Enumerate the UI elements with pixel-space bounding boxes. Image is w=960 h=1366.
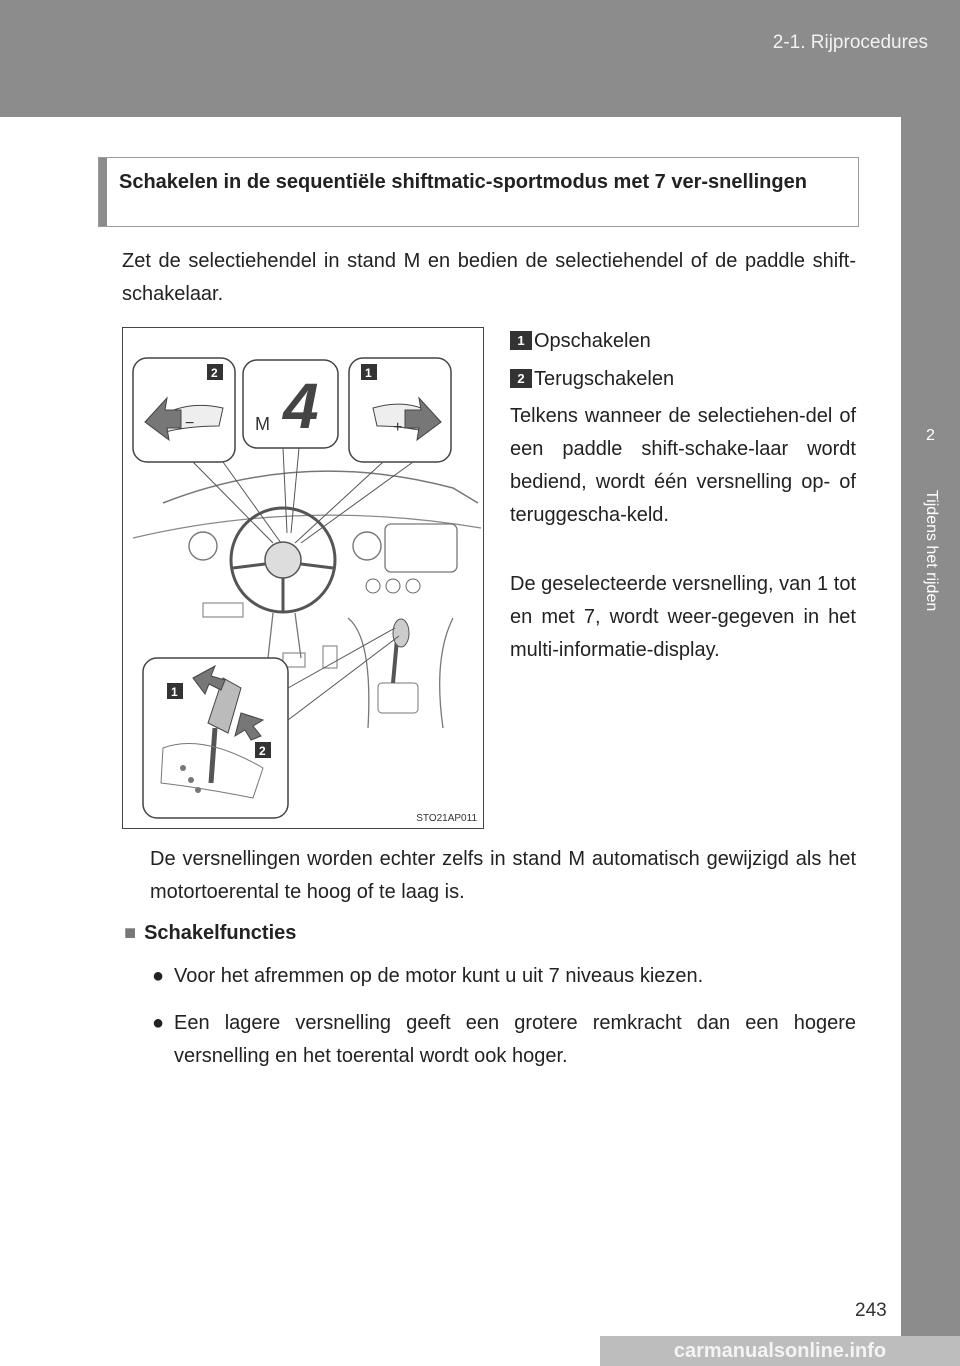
plus-label: + [393, 419, 403, 436]
legend-badge: 1 [510, 331, 532, 350]
square-marker-icon: ■ [124, 922, 137, 944]
section-title-box [98, 157, 859, 227]
display-mode-letter: M [255, 414, 270, 434]
side-tab-lower [901, 487, 960, 1366]
header-band [0, 0, 960, 117]
shift-illustration [122, 327, 484, 829]
legend-item-upshift [510, 330, 651, 353]
section-title-bar [99, 158, 107, 226]
figure-code: STO21AP011 [416, 813, 477, 824]
list-item-text: Een lagere versnelling geeft een grotere remkracht dan een hogere versnelling en het toerental wordt ook hoger. [174, 1012, 856, 1067]
bullet-dot-icon: ● [152, 1012, 165, 1034]
list-item-text: Voor het afremmen op de motor kunt u uit 7 niveaus kiezen. [174, 965, 704, 987]
minus-label: − [185, 415, 195, 432]
svg-text:2: 2 [211, 366, 218, 380]
intro-paragraph: Zet de selectiehendel in stand M en bedien de selectiehendel of de paddle shift-schakelaar. [122, 250, 856, 305]
legend-label: Terugschakelen [534, 368, 675, 390]
list-item [150, 1007, 856, 1073]
legend-badge: 2 [510, 369, 532, 388]
subsection-heading [124, 922, 296, 945]
running-header: 2-1. Rijprocedures [772, 32, 928, 53]
section-title: Schakelen in de sequentiële shiftmatic-sportmodus met 7 ver-snellingen [119, 171, 807, 193]
page-number: 243 [855, 1300, 887, 1321]
svg-text:2: 2 [259, 744, 266, 758]
display-gear-digit: 4 [283, 370, 319, 442]
svg-text:1: 1 [365, 366, 372, 380]
watermark[interactable]: carmanualsonline.info [600, 1336, 960, 1366]
note-paragraph: De versnellingen worden echter zelfs in stand M automatisch gewijzigd als het motortoerental te hoog of te laag is. [150, 848, 856, 903]
right-paragraph-1: Telkens wanneer de selectiehen-del of een paddle shift-schake-laar wordt bediend, wordt één versnelling op- of teruggescha-keld. [510, 405, 856, 526]
side-tab-number: 2 [901, 417, 960, 487]
bullet-dot-icon: ● [152, 965, 165, 987]
subsection-title: Schakelfuncties [144, 922, 297, 944]
cockpit-drawing [123, 328, 483, 828]
svg-text:1: 1 [171, 685, 178, 699]
legend-label: Opschakelen [534, 330, 651, 352]
list-item [150, 960, 856, 993]
right-paragraph-2: De geselecteerde versnelling, van 1 tot en met 7, wordt weer-gegeven in het multi-informatie-display. [510, 573, 856, 661]
legend-item-downshift [510, 368, 674, 391]
side-tab [901, 117, 960, 417]
